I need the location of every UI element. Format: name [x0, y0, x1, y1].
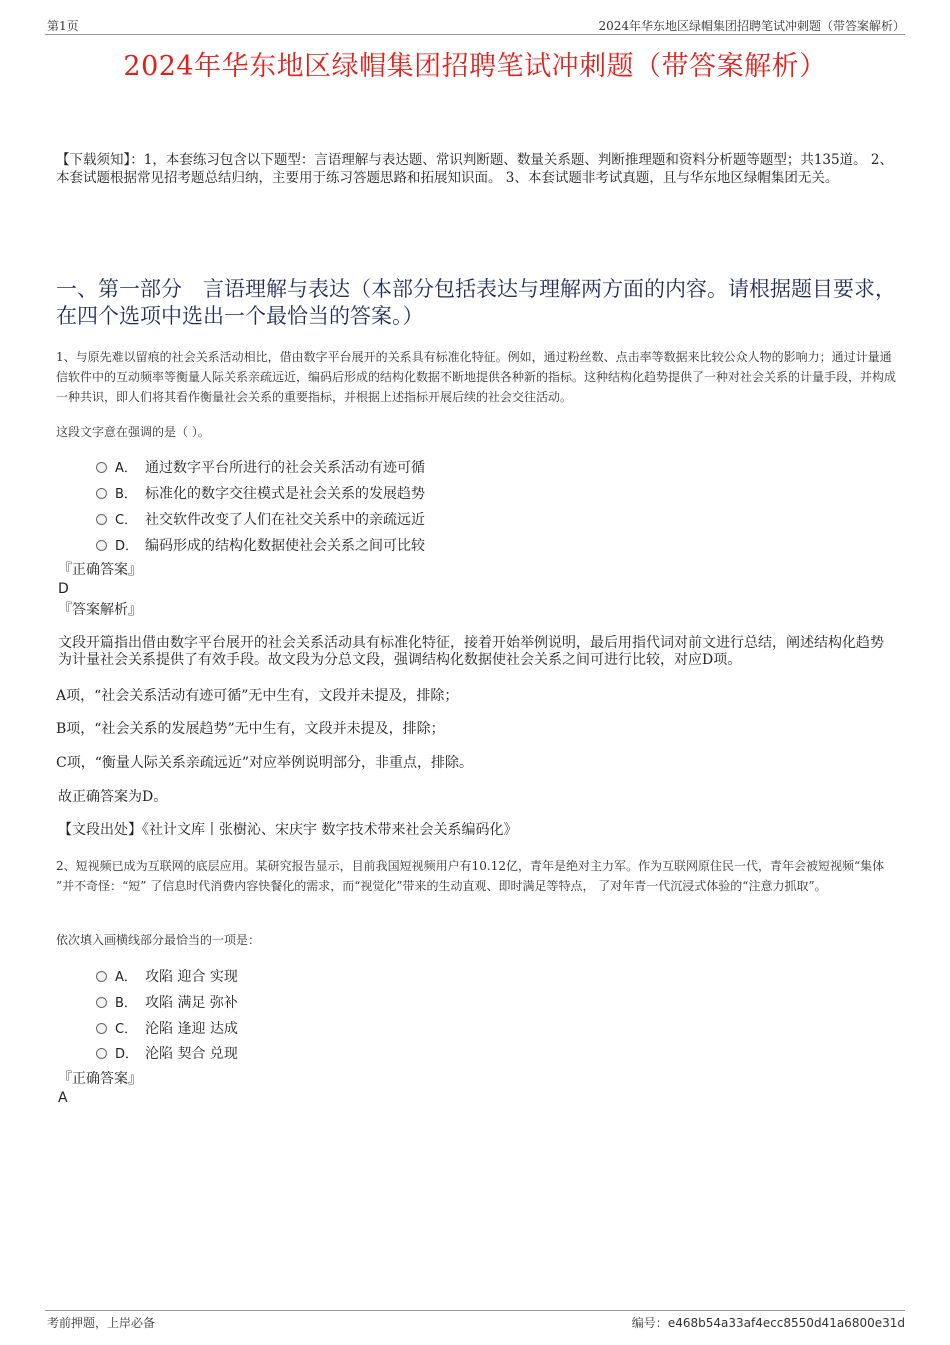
analysis-label: 『答案解析』: [58, 602, 142, 618]
option-letter: C．: [115, 513, 138, 528]
footer-code: [632, 1314, 905, 1331]
correct-answer-label: 『正确答案』: [58, 1071, 142, 1087]
radio-icon[interactable]: [96, 488, 107, 499]
radio-icon[interactable]: [96, 1048, 107, 1059]
analysis-conclusion: 故正确答案为D。: [58, 789, 168, 805]
section-heading: 一、第一部分 言语理解与表达（本部分包括表达与理解两方面的内容。请根据题目要求，在四个选项中选出一个最恰当的答案。）: [56, 277, 896, 328]
radio-icon[interactable]: [96, 514, 107, 525]
option-letter: B．: [115, 996, 137, 1011]
q1-option-c[interactable]: [96, 509, 425, 529]
analysis-note-a: A项，“社会关系活动有迹可循”无中生有，文段并未提及，排除；: [56, 688, 459, 704]
option-letter: D．: [115, 539, 139, 554]
question-1-stem: 1、与原先难以留痕的社会关系活动相比，借由数字平台展开的关系具有标准化特征。例如，通过粉丝数、点击率等数据来比较公众人物的影响力；通过计量通信软件中的互动频率等衡量人际关系亲疏远近，编码后形成的结构化数据不断地提供各种新的指标。这种结构化趋势提供了一种对社会关系的计量手段，并构成一种共识，即人们将其看作衡量社会关系的重要指标，并根据上述指标开展后续的社会交往活动。: [56, 350, 897, 404]
correct-answer-label: 『正确答案』: [58, 562, 142, 578]
running-header-title: 2024年华东地区绿帽集团招聘笔试冲刺题（带答案解析）: [598, 19, 905, 33]
analysis-note-c: C项，“衡量人际关系亲疏远近”对应举例说明部分，非重点，排除。: [56, 755, 474, 771]
radio-icon[interactable]: [96, 971, 107, 982]
footer-divider: [45, 1310, 905, 1311]
option-letter: C．: [115, 1022, 138, 1037]
option-text: 通过数字平台所进行的社会关系活动有迹可循: [145, 460, 425, 476]
analysis-text: 文段开篇指出借由数字平台展开的社会关系活动具有标准化特征，接着开始举例说明，最后用指代词对前文进行总结，阐述结构化趋势为计量社会关系提供了有效手段。故文段为分总文段，强调结构化数据使社会关系之间可进行比较，对应D项。: [58, 635, 884, 668]
option-text: 编码形成的结构化数据使社会关系之间可比较: [145, 538, 425, 554]
option-letter: A．: [115, 461, 137, 476]
question-2-prompt: 依次填入画横线部分最恰当的一项是：: [56, 933, 261, 947]
q2-option-b[interactable]: [96, 992, 238, 1012]
page-number: 第1页: [47, 19, 79, 33]
option-text: 标准化的数字交往模式是社会关系的发展趋势: [145, 486, 425, 502]
header-divider: [45, 34, 905, 35]
option-text: 社交软件改变了人们在社交关系中的亲疏远近: [145, 512, 425, 528]
q2-option-a[interactable]: [96, 966, 238, 986]
radio-icon[interactable]: [96, 1023, 107, 1034]
footer-code-label: 编号：: [631, 1316, 668, 1330]
footer-code-value: e468b54a33af4ecc8550d41a6800e31d: [667, 1316, 905, 1330]
q2-option-c[interactable]: [96, 1018, 238, 1038]
option-text: 沦陷 逢迎 达成: [145, 1021, 238, 1037]
option-letter: A．: [115, 970, 137, 985]
q2-option-d[interactable]: [96, 1043, 238, 1063]
correct-answer: D: [58, 581, 69, 597]
download-notice: 【下载须知】：1，本套练习包含以下题型：言语理解与表达题、常识判断题、数量关系题、判断推理题和资料分析题等题型；共135道。 2、本套试题根据常见招考题总结归纳，主要用于练习答题思路和拓展知识面。 3、本套试题非考试真题，且与华东地区绿帽集团无关。: [56, 152, 893, 186]
option-text: 沦陷 契合 兑现: [145, 1046, 238, 1062]
option-text: 攻陷 满足 弥补: [145, 995, 238, 1011]
option-letter: B．: [115, 487, 137, 502]
q1-option-b[interactable]: [96, 483, 425, 503]
footer-slogan: 考前押题，上岸必备: [47, 1316, 156, 1330]
correct-answer: A: [58, 1090, 68, 1106]
question-1-prompt: 这段文字意在强调的是（ ）。: [56, 425, 210, 439]
page-title: 2024年华东地区绿帽集团招聘笔试冲刺题（带答案解析）: [123, 51, 827, 82]
q1-option-d[interactable]: [96, 535, 425, 555]
q1-option-a[interactable]: [96, 457, 425, 477]
radio-icon[interactable]: [96, 997, 107, 1008]
option-letter: D．: [115, 1047, 139, 1062]
radio-icon[interactable]: [96, 462, 107, 473]
radio-icon[interactable]: [96, 540, 107, 551]
analysis-note-b: B项，“社会关系的发展趋势”无中生有，文段并未提及，排除；: [56, 721, 445, 737]
question-2-stem: 2、短视频已成为互联网的底层应用。某研究报告显示，目前我国短视频用户有10.12亿，青年是绝对主力军。作为互联网原住民一代，青年会被短视频“集体 ”并不奇怪：“短” 了信息时代消费内容快餐化的需求，而“视觉化”带来的生动直观、即时满足等特点， 了对年青一代沉浸式体验的“注意力抓取”。: [56, 859, 885, 893]
text-source: 【文段出处】《社计文库丨张樹沁、宋庆宇 数字技术带来社会关系编码化》: [58, 822, 518, 838]
option-text: 攻陷 迎合 实现: [145, 969, 238, 985]
